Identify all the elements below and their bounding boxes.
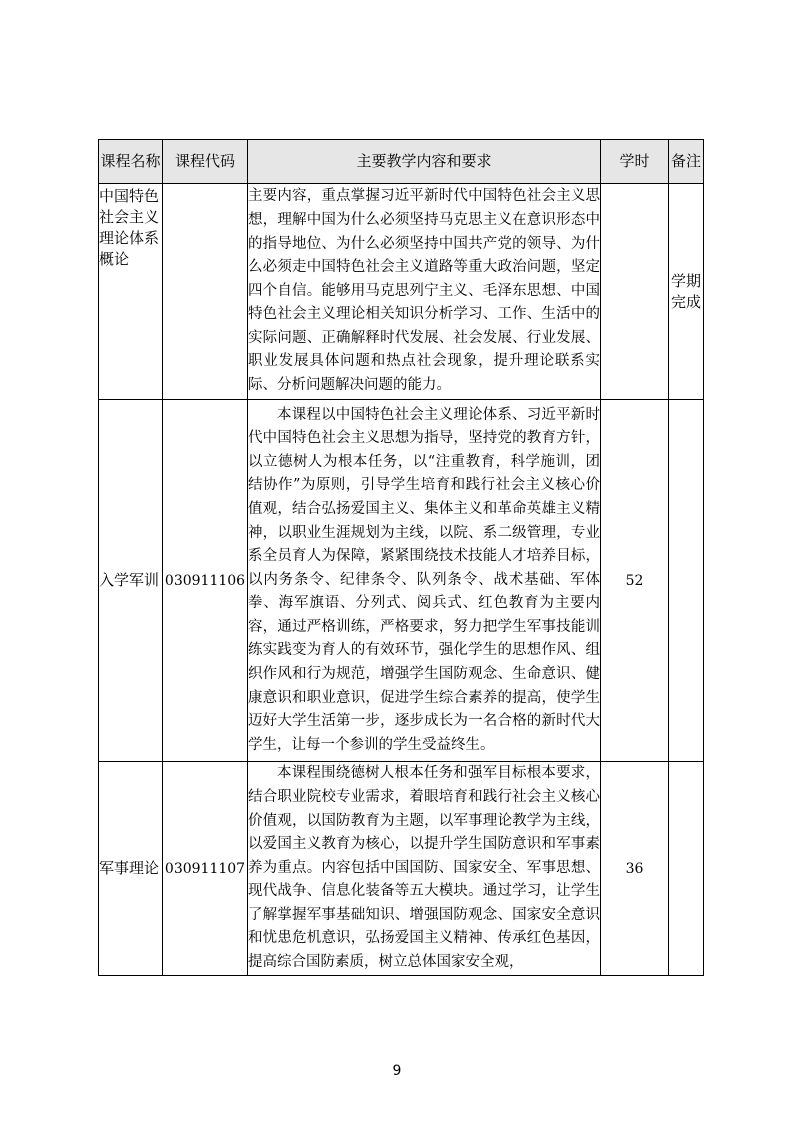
- course-note: 学期完成: [669, 184, 704, 400]
- header-course-content: 主要教学内容和要求: [248, 140, 601, 184]
- table-row: [99, 762, 704, 976]
- header-course-name: 课程名称: [99, 140, 163, 184]
- course-note: [669, 762, 704, 976]
- course-hours: 52: [601, 400, 669, 762]
- course-code: 030911106: [163, 400, 248, 762]
- course-name: 中国特色社会主义理论体系概论: [99, 184, 163, 400]
- header-course-hours: 学时: [601, 140, 669, 184]
- course-content: 本课程围绕德树人根本任务和强军目标根本要求，结合职业院校专业需求，着眼培育和践行社会主义核心价值观，以国防教育为主题，以军事理论教学为主线，以爱国主义教育为核心，以提升学生国防意识和军事素养为重点。内容包括中国国防、国家安全、军事思想、现代战争、信息化装备等五大模块。通过学习，让学生了解掌握军事基础知识、增强国防观念、国家安全意识和忧患危机意识，弘扬爱国主义精神、传承红色基因，提高综合国防素质，树立总体国家安全观，: [248, 762, 601, 976]
- header-course-note: 备注: [669, 140, 704, 184]
- course-note: [669, 400, 704, 762]
- table-row: [99, 184, 704, 400]
- course-table: [98, 139, 704, 976]
- header-course-code: 课程代码: [163, 140, 248, 184]
- course-hours: 36: [601, 762, 669, 976]
- course-content: 本课程以中国特色社会主义理论体系、习近平新时代中国特色社会主义思想为指导，坚持党的教育方针，以立德树人为根本任务，以“注重教育，科学施训，团结协作”为原则，引导学生培育和践行社会主义核心价值观，结合弘扬爱国主义、集体主义和革命英雄主义精神，以职业生涯规划为主线，以院、系二级管理，专业系全员育人为保障，紧紧围绕技术技能人才培养目标，以内务条令、纪律条令、队列条令、战术基础、军体拳、海军旗语、分列式、阅兵式、红色教育为主要内容，通过严格训练，严格要求，努力把学生军事技能训练实践变为育人的有效环节，强化学生的思想作风、组织作风和行为规范，增强学生国防观念、生命意识、健康意识和职业意识，促进学生综合素养的提高，使学生迈好大学生活第一步，逐步成长为一名合格的新时代大学生，让每一个参训的学生受益终生。: [248, 400, 601, 762]
- course-hours: [601, 184, 669, 400]
- page-number: 9: [392, 1063, 402, 1079]
- course-name: 入学军训: [99, 400, 163, 762]
- course-name: 军事理论: [99, 762, 163, 976]
- table-row: [99, 400, 704, 762]
- table-header-row: [99, 140, 704, 184]
- course-code: [163, 184, 248, 400]
- course-code: 030911107: [163, 762, 248, 976]
- course-content: 主要内容，重点掌握习近平新时代中国特色社会主义思想，理解中国为什么必须坚持马克思主义在意识形态中的指导地位、为什么必须坚持中国共产党的领导、为什么必须走中国特色社会主义道路等重大政治问题，坚定四个自信。能够用马克思列宁主义、毛泽东思想、中国特色社会主义理论相关知识分析学习、工作、生活中的实际问题、正确解释时代发展、社会发展、行业发展、职业发展具体问题和热点社会现象，提升理论联系实际、分析问题解决问题的能力。: [248, 184, 601, 400]
